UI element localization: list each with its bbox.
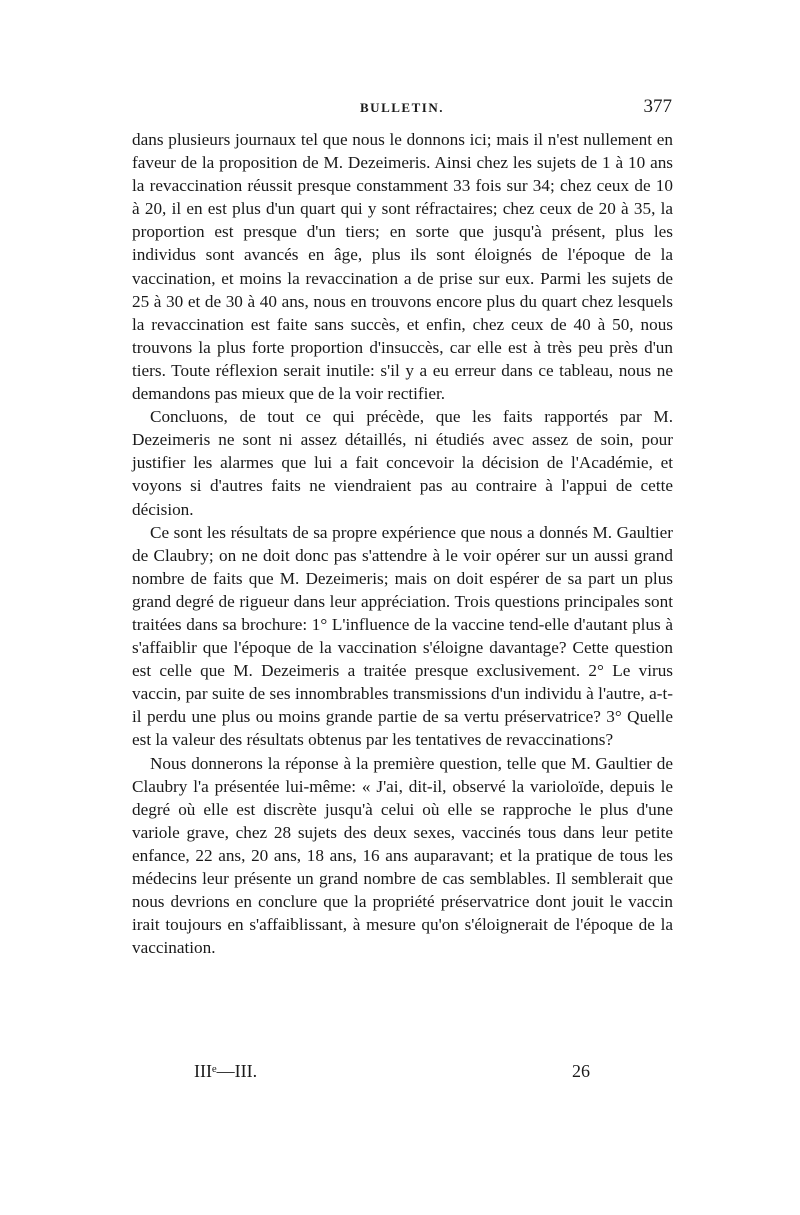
paragraph: Concluons, de tout ce qui précède, que les faits rapportés par M. Dezeimeris ne sont ni assez détaillés, ni étudiés avec assez de soin, pour justifier les alarmes que lui a fait concevoir la décision de l'Académie, et voyons si d'autres faits ne viendraient pas au contraire à l'appui de cette décision.: [132, 407, 673, 519]
paragraph: dans plusieurs journaux tel que nous le donnons ici; mais il n'est nullement en faveur de la proposition de M. Dezeimeris. Ainsi chez les sujets de 1 à 10 ans la revaccination réussit presque constamment 33 fois sur 34; chez ceux de 10 à 20, il en est plus d'un quart qui y sont réfractaires; chez ceux de 20 à 35, la proportion est presque d'un tiers; en sorte que jusqu'à présent, plus les individus sont avancés en âge, plus ils sont éloignés de l'époque de la vaccination, et moins la revaccination a de prise sur eux. Parmi les sujets de 25 à 30 et de 30 à 40 ans, nous en trouvons encore plus du quart chez lesquels la revaccination est faite sans succès, et enfin, chez ceux de 40 à 50, nous trouvons la plus forte proportion d'insuccès, car elle est à très peu près d'un tiers. Toute réflexion serait inutile: s'il y a eu erreur dans ce tableau, nous ne demandons pas mieux que de la voir rectifier.: [132, 130, 673, 404]
sheet-number: 26: [572, 1061, 590, 1081]
paragraph: Ce sont les résultats de sa propre expérience que nous a donnés M. Gaultier de Claubry; on ne doit donc pas s'attendre à le voir opérer sur un aussi grand nombre de faits que M. Dezeimeris; mais on doit espérer de sa part un plus grand degré de rigueur dans leur appréciation. Trois questions principales sont traitées dans sa brochure: 1° L'influence de la vaccine tend-elle d'autant plus à s'affaiblir que l'époque de la vaccination s'éloigne davantage? Cette question est celle que M. Dezeimeris a traitée presque exclusivement. 2° Le virus vaccin, par suite de ses innombrables transmissions d'un individu à l'autre, a-t-il perdu une plus ou moins grande partie de sa vertu préservatrice? 3° Quelle est la valeur des résultats obtenus par les tentatives de revaccinations?: [132, 522, 673, 750]
page-header: [132, 96, 672, 120]
paragraph: Nous donnerons la réponse à la première question, telle que M. Gaultier de Claubry l'a présentée lui-même: « J'ai, dit-il, observé la varioloïde, depuis le degré où elle est discrète jusqu'à celui où elle se rapproche le plus d'une variole grave, chez 28 sujets des deux sexes, vaccinés tous dans leur petite enfance, 22 ans, 20 ans, 18 ans, 16 ans auparavant; et la pratique de tous les médecins leur présente un grand nombre de cas semblables. Il semblerait que nous devrions en conclure que la propriété préservatrice dont jouit le vaccin irait toujours en s'affaiblissant, à mesure qu'on s'éloignerait de l'époque de la vaccination.: [132, 753, 673, 958]
signature-mark: IIIᵉ—III.: [194, 1061, 258, 1081]
running-title: BULLETIN.: [360, 100, 444, 115]
page-number: 377: [643, 96, 672, 117]
page-footer: [132, 1061, 673, 1087]
body-text: [132, 128, 673, 959]
